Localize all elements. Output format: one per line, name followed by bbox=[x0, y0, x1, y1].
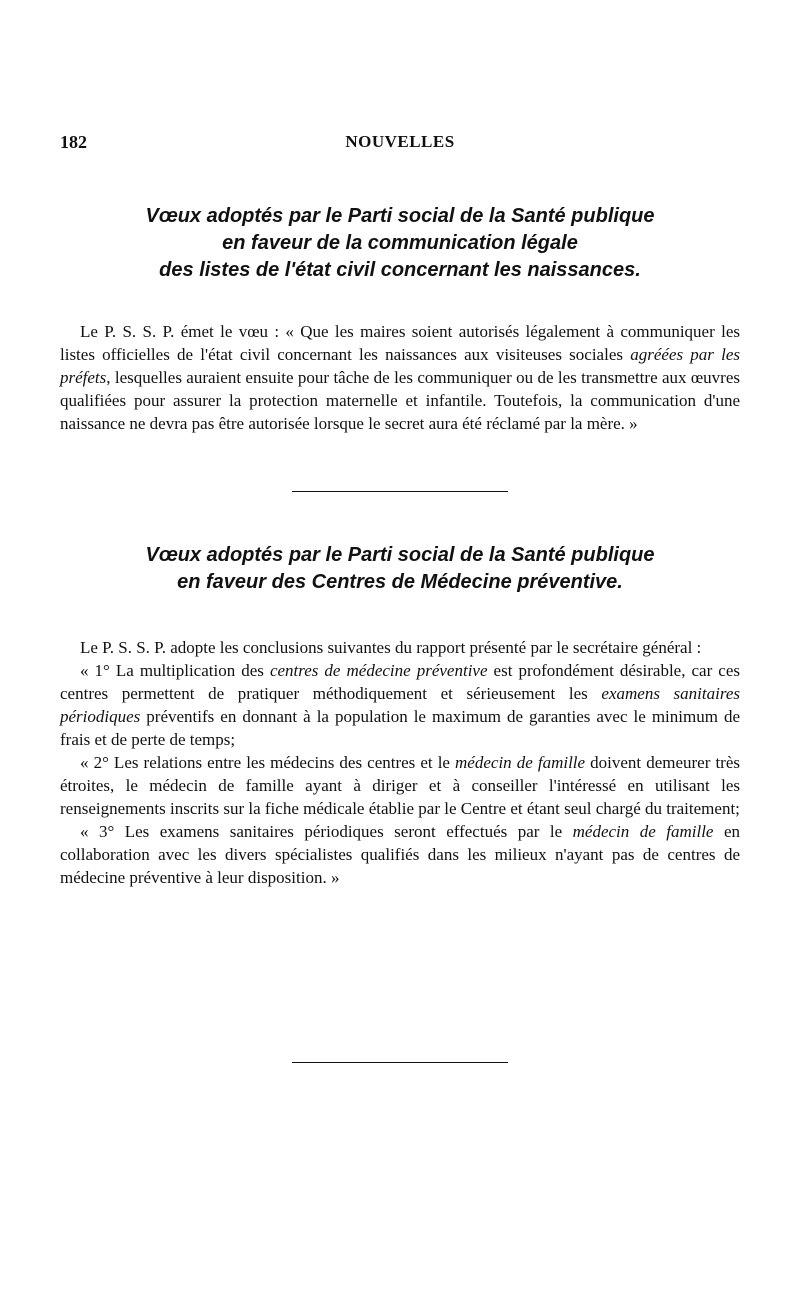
paragraph-item-2 bbox=[60, 751, 740, 820]
text-run: « 3° Les examens sanitaires périodiques seront effectués par le bbox=[80, 822, 573, 841]
section-title bbox=[60, 542, 740, 596]
italic-text-run: médecin de famille bbox=[572, 822, 714, 841]
section-title-line: Vœux adoptés par le Parti social de la Santé publique bbox=[145, 205, 655, 227]
italic-text-run: centres de médecine préventive bbox=[269, 661, 488, 680]
section-title-line: en faveur de la communication légale bbox=[222, 232, 578, 254]
text-run: doivent demeurer très étroites, le médecin de famille ayant à diriger et à conseiller l'intéressé en utilisant les renseignements inscrits sur la fiche médicale établie par le Centre et étant seul chargé du traitement; bbox=[60, 753, 741, 818]
section-title bbox=[60, 203, 740, 284]
section-body bbox=[60, 636, 740, 889]
italic-text-run: examens sanitaires périodiques bbox=[60, 684, 740, 726]
paragraph-intro: Le P. S. S. P. adopte les conclusions suivantes du rapport présenté par le secrétaire général : bbox=[80, 638, 702, 657]
section-title-line: en faveur des Centres de Médecine préventive. bbox=[177, 571, 623, 593]
text-run: « 1° La multiplication des bbox=[80, 661, 270, 680]
page-header bbox=[60, 132, 740, 156]
running-head: NOUVELLES bbox=[345, 132, 455, 151]
end-divider bbox=[292, 1062, 508, 1063]
page-number: 182 bbox=[60, 132, 87, 152]
section-body bbox=[60, 320, 740, 435]
paragraph-voeu bbox=[60, 320, 740, 435]
text-run: en collaboration avec les divers spécialistes qualifiés dans les milieux n'ayant pas de centres de médecine préventive à leur disposition. » bbox=[60, 822, 740, 887]
paragraph-item-1 bbox=[60, 659, 740, 751]
text-run: est profondément désirable, car ces centres permettent de pratiquer méthodiquement et sérieusement les bbox=[60, 661, 740, 703]
text-run: « 2° Les relations entre les médecins des centres et le bbox=[80, 753, 456, 772]
text-run: , lesquelles auraient ensuite pour tâche de les communiquer ou de les transmettre aux œuvres qualifiées pour assurer la protection maternelle et infantile. Toutefois, la communication d'une naissance ne devra pas être autorisée lorsque le secret aura été réclamé par la mère. » bbox=[60, 368, 740, 433]
italic-text-run: agréées par les préfets bbox=[60, 345, 740, 387]
section-medecine-preventive bbox=[60, 542, 740, 889]
text-run: préventifs en donnant à la population le maximum de garanties avec le minimum de frais et de perte de temps; bbox=[60, 707, 740, 749]
italic-text-run: médecin de famille bbox=[455, 753, 586, 772]
section-title-line: Vœux adoptés par le Parti social de la Santé publique bbox=[145, 544, 655, 566]
section-divider bbox=[292, 491, 508, 492]
text-run: Le P. S. S. P. émet le vœu : « Que les maires soient autorisés légalement à communiquer les listes officielles de l'état civil concernant les naissances aux visiteuses sociales bbox=[60, 322, 740, 364]
paragraph-item-3 bbox=[60, 820, 740, 889]
section-title-line: des listes de l'état civil concernant les naissances. bbox=[159, 259, 641, 281]
section-naissances bbox=[60, 203, 740, 435]
